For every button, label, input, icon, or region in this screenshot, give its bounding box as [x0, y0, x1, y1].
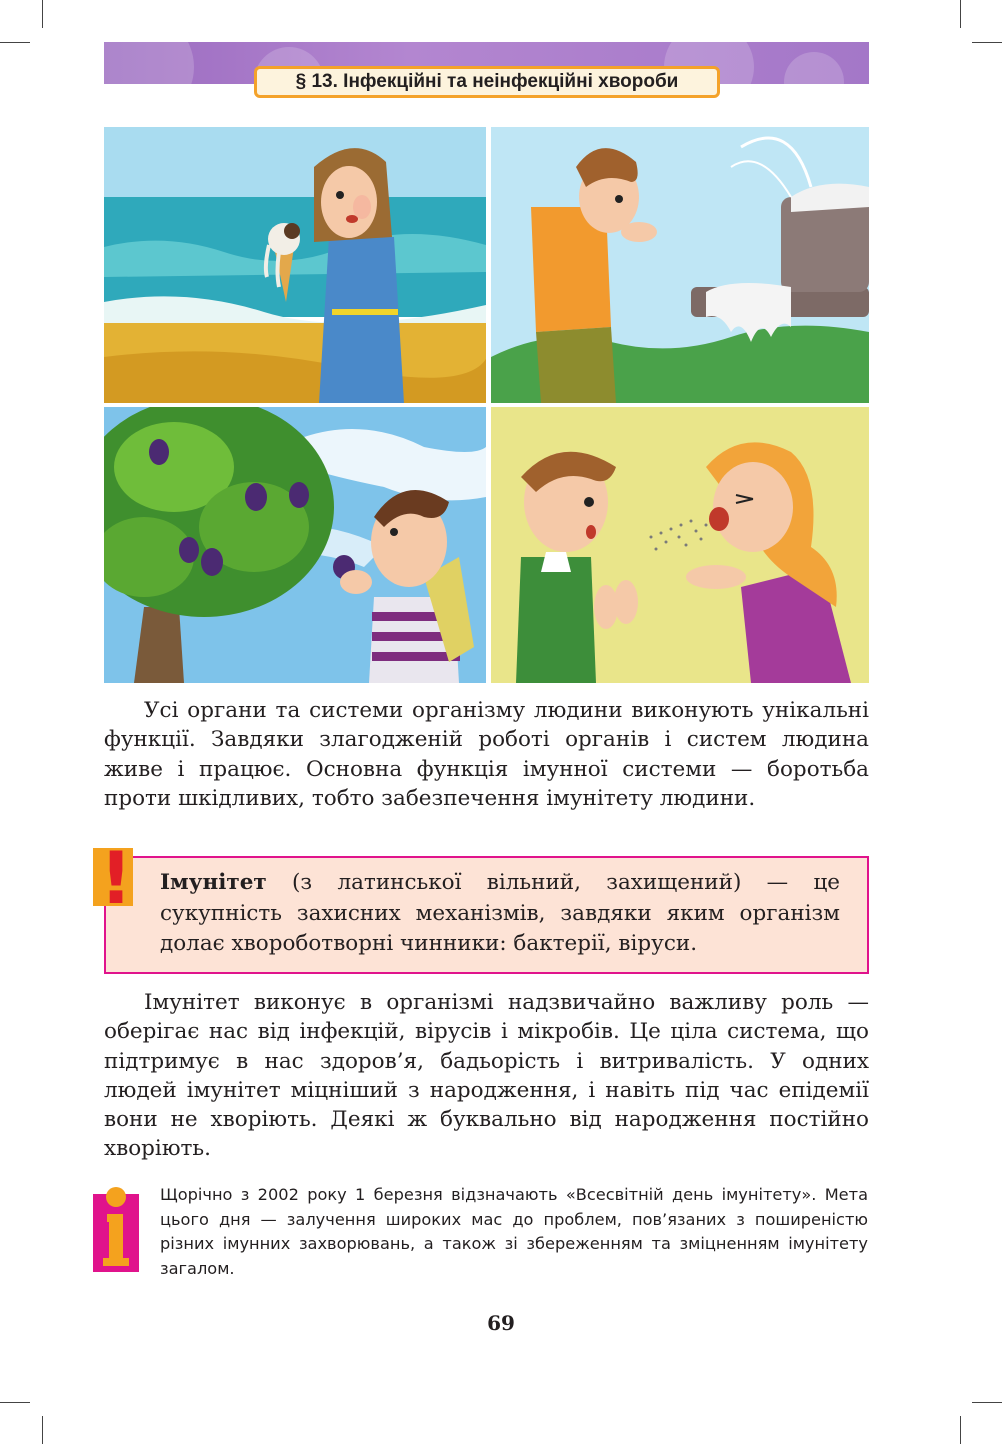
illustration-girl-sneezing — [491, 407, 869, 683]
exclamation-icon: ! — [99, 836, 133, 920]
illustration-boy-fountain — [491, 127, 869, 403]
definition-term: Імунітет — [160, 870, 267, 895]
crop-mark — [960, 0, 961, 28]
paragraph-intro: Усі органи та системи організму людини виконують унікальні функції. Завдяки злагодженій роботі органів і систем людина живе і працює. Основна функція імунної системи — боротьба проти шкідливих, тобто забезпечення імунітету людини. — [104, 698, 869, 811]
info-text: Щорічно з 2002 року 1 березня відзначають «Всесвітній день імунітету». Мета цього дня — залучення широких мас до проблем, пов’язаних з поширеністю різних імунних захворювань, а також зі збереженням та зміцненням імунітету загалом. — [160, 1185, 868, 1278]
definition-text — [160, 868, 840, 960]
crop-mark — [0, 1402, 30, 1403]
crop-mark — [42, 1416, 43, 1444]
paragraph-immunity-role: Імунітет виконує в організмі надзвичайно важливу роль — оберігає нас від інфекцій, вірусів і мікробів. Це ціла система, що підтримує в нас здоров’я, бадьорість і витривалість. У одних людей імунітет міцніший з народження, і навіть під час епідемії вони не хворіють. Деякі ж буквально від народження постійно хворіють. — [104, 990, 869, 1162]
illustration-boy-plum-tree — [104, 407, 486, 683]
crop-mark — [960, 1416, 961, 1444]
page-number: 69 — [487, 1311, 515, 1335]
crop-mark — [972, 42, 1002, 43]
crop-mark — [42, 0, 43, 28]
illustration-girl-ice-cream — [104, 127, 486, 403]
definition-body: (з латинської вільний, захищений) — це сукупність захисних механізмів, завдяки яким організм долає хвороботворні чинники: бактерії, віруси. — [160, 870, 840, 956]
section-title: § 13. Інфекційні та неінфекційні хвороби — [254, 66, 720, 98]
crop-mark — [972, 1402, 1002, 1403]
crop-mark — [0, 42, 30, 43]
info-icon — [93, 1186, 139, 1272]
